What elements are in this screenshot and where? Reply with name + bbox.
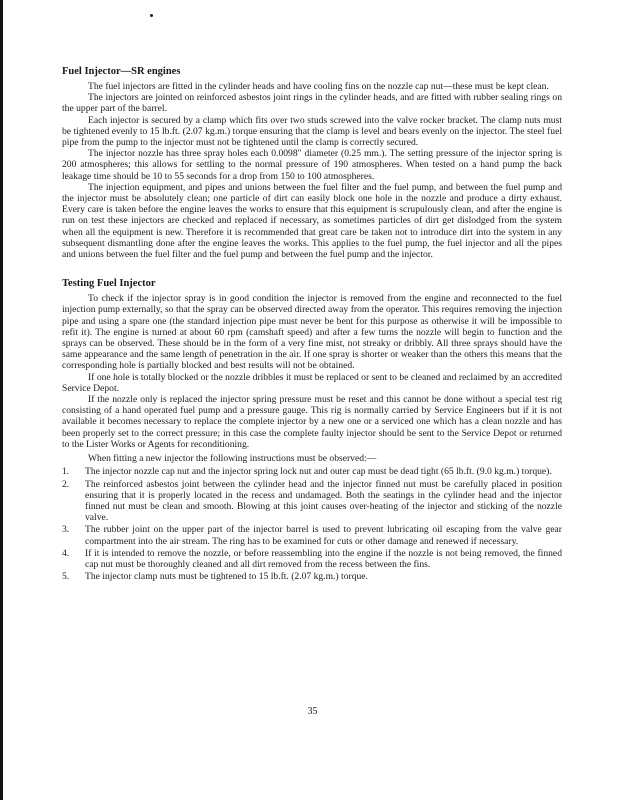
paragraph: When fitting a new injector the following instructions must be observed:— bbox=[88, 453, 377, 465]
page-content bbox=[62, 60, 562, 583]
list-item-number: 3. bbox=[62, 524, 70, 536]
list-item bbox=[62, 571, 562, 582]
list-item-number: 5. bbox=[62, 571, 70, 583]
list-item-text: If it is intended to remove the nozzle, or before reassembling into the engine if the nozzle is not being removed, the finned cap nut must be thoroughly cleaned and all dirt removed from the recess between the fins. bbox=[85, 547, 562, 570]
list-item bbox=[62, 466, 562, 477]
instruction-list bbox=[62, 466, 562, 582]
list-item bbox=[62, 479, 562, 524]
paragraph: If one hole is totally blocked or the nozzle dribbles it must be replaced or sent to be cleaned and reclaimed by an accredited Service Depot. bbox=[62, 371, 562, 394]
paragraph: To check if the injector spray is in good condition the injector is removed from the engine and reconnected to the fuel injection pump externally, so that the spray can be observed directed away from the operator. This requires removing the injection pipe and using a spare one (the standard injection pipe must never be bent for this purpose as otherwise it will be impossible to refit it). The engine is turned at about 60 rpm (camshaft speed) and after a few turns the nozzle will begin to function and the sprays can be observed. These should be in the form of a very fine mist, not streaky or dribbly. All three sprays should have the same appearance and the same length of penetration in the air. If one spray is shorter or weaker than the others this means that the corresponding hole is partially blocked and best results will not be obtained. bbox=[62, 293, 562, 372]
section-heading-testing-fuel-injector: Testing Fuel Injector bbox=[62, 278, 156, 290]
list-item-number: 1. bbox=[62, 466, 70, 478]
paragraph: If the nozzle only is replaced the injector spring pressure must be reset and this cannot be done without a special test rig consisting of a hand operated fuel pump and a pressure gauge. This rig is normally carried by Service Engineers but if it is not available it becomes necessary to replace the complete injector by a new one or a serviced one which has a clean nozzle and has been properly set to the correct pressure; in this case the complete faulty injector should be sent to the Service Depot or returned to the Lister Works or Agents for reconditioning. bbox=[62, 394, 562, 450]
paragraph: The injectors are jointed on reinforced asbestos joint rings in the cylinder heads, and are fitted with rubber sealing rings on the upper part of the barrel. bbox=[62, 92, 562, 115]
scan-edge-bar bbox=[0, 0, 3, 800]
paragraph: The fuel injectors are fitted in the cylinder heads and have cooling fins on the nozzle cap nut—these must be kept clean. bbox=[88, 81, 549, 92]
scan-speck bbox=[150, 14, 153, 17]
section-heading-fuel-injector: Fuel Injector—SR engines bbox=[62, 66, 181, 77]
paragraph: The injection equipment, and pipes and unions between the fuel filter and the fuel pump, and between the fuel pump and the injector must be absolutely clean; one particle of dirt can easily block one hole in the nozzle and produce a dirty exhaust. Every care is taken before the engine leaves the works to ensure that this equipment is scrupulously clean, and after the engine is run on test these injectors are checked and replaced if necessary, as sometimes particles of dirt get dislodged from the system when all the equipment is new. Therefore it is recommended that great care be taken not to introduce dirt into the system in any subsequent dismantling done after the engine leaves the works. This applies to the fuel pump, the fuel injector and all the pipes and unions between the fuel filter and the fuel pump and between the fuel pump and the injector. bbox=[62, 181, 562, 261]
list-item-text: The reinforced asbestos joint between the cylinder head and the injector finned nut must be carefully placed in position ensuring that it is properly located in the recess and undamaged. Both the seatings in the cylinder head and the injector finned nut must be clean and smooth. Blowing at this joint causes over-heating of the injector and sticking of the nozzle valve. bbox=[85, 478, 562, 524]
list-item-text: The injector clamp nuts must be tightened to 15 lb.ft. (2.07 kg.m.) torque. bbox=[85, 571, 368, 583]
list-item-text: The injector nozzle cap nut and the injector spring lock nut and outer cap must be dead tight (65 lb.ft. (9.0 kg.m.) torque). bbox=[85, 466, 552, 478]
paragraph: The injector nozzle has three spray holes each 0.0098″ diameter (0.25 mm.). The setting pressure of the injector spring is 200 atmospheres; this allows for settling to the normal pressure of 190 atmospheres. When tested on a hand pump the back leakage time should be 10 to 55 seconds for a drop from 150 to 100 atmospheres. bbox=[62, 148, 562, 182]
list-item bbox=[62, 548, 562, 570]
list-item-number: 4. bbox=[62, 547, 70, 559]
list-item bbox=[62, 524, 562, 546]
list-item-text: The rubber joint on the upper part of the injector barrel is used to prevent lubricating oil escaping from the valve gear compartment into the air stream. The ring has to be examined for cuts or other damage and renewed if necessary. bbox=[85, 524, 562, 547]
page-number: 35 bbox=[307, 706, 318, 717]
list-item-number: 2. bbox=[62, 478, 70, 490]
paragraph: Each injector is secured by a clamp which fits over two studs screwed into the valve rocker bracket. The clamp nuts must be tightened evenly to 15 lb.ft. (2.07 kg.m.) torque ensuring that the clamp is level and bears evenly on the injector. The steel fuel pipe from the pump to the injector must not be tightened until the clamp is correctly secured. bbox=[62, 114, 562, 149]
